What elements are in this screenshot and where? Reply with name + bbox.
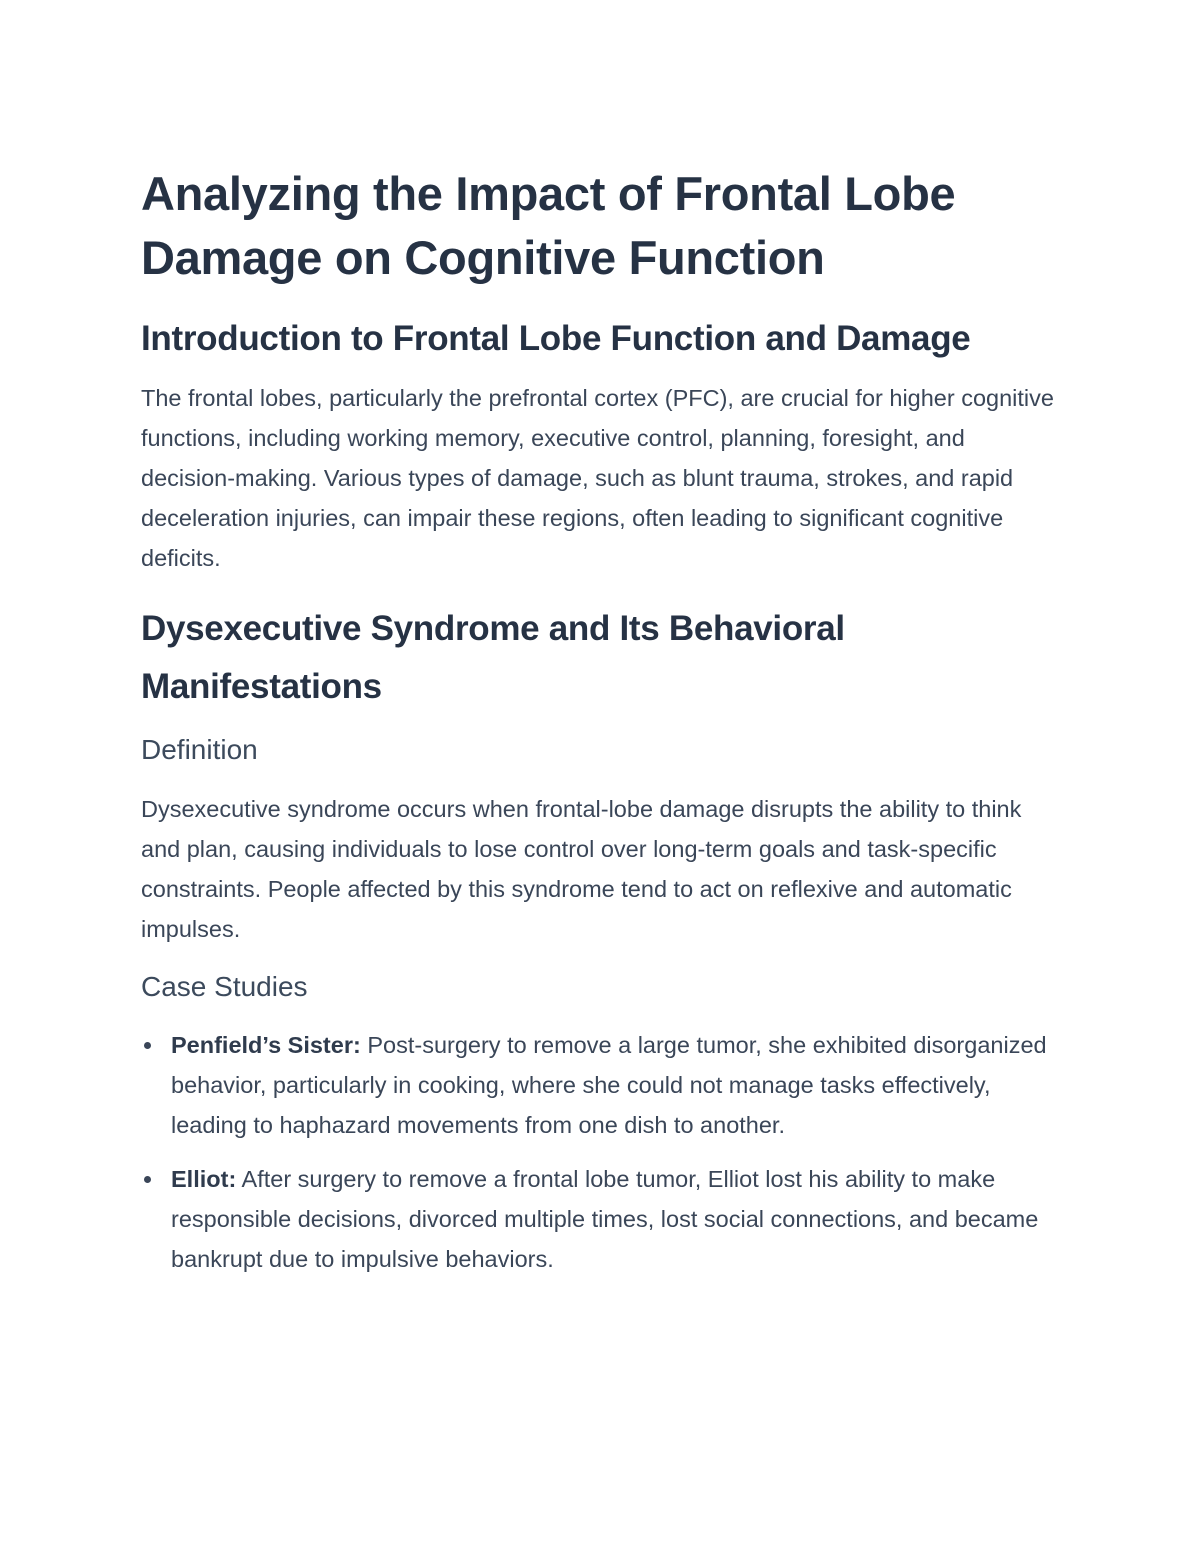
- introduction-paragraph: The frontal lobes, particularly the prefrontal cortex (PFC), are crucial for higher cognitive functions, including working memory, executive control, planning, foresight, and decision-making. Various types of damage, such as blunt trauma, strokes, and rapid deceleration injuries, can impair these regions, often leading to significant cognitive deficits.: [141, 385, 1054, 571]
- document-page: [141, 162, 1056, 1279]
- case-studies-list: [141, 1025, 1056, 1279]
- subheading-case-studies: Case Studies: [141, 971, 308, 1002]
- list-item: [141, 1025, 1056, 1145]
- list-item: [141, 1159, 1056, 1279]
- case-description: After surgery to remove a frontal lobe tumor, Elliot lost his ability to make responsible decisions, divorced multiple times, lost social connections, and became bankrupt due to impulsive behaviors.: [171, 1166, 1039, 1272]
- case-name: Penfield’s Sister:: [171, 1032, 361, 1058]
- section-heading-introduction: Introduction to Frontal Lobe Function and Damage: [141, 319, 971, 358]
- section-heading-dysexecutive-syndrome: Dysexecutive Syndrome and Its Behavioral Manifestations: [141, 609, 845, 706]
- document-title: Analyzing the Impact of Frontal Lobe Damage on Cognitive Function: [141, 167, 956, 284]
- bullet-icon: [144, 1176, 151, 1183]
- case-name: Elliot:: [171, 1166, 237, 1192]
- definition-paragraph: Dysexecutive syndrome occurs when frontal-lobe damage disrupts the ability to think and plan, causing individuals to lose control over long-term goals and task-specific constraints. People affected by this syndrome tend to act on reflexive and automatic impulses.: [141, 796, 1022, 942]
- case-description: Post-surgery to remove a large tumor, she exhibited disorganized behavior, particularly in cooking, where she could not manage tasks effectively, leading to haphazard movements from one dish to another.: [171, 1032, 1047, 1138]
- bullet-icon: [144, 1042, 151, 1049]
- subheading-definition: Definition: [141, 734, 258, 765]
